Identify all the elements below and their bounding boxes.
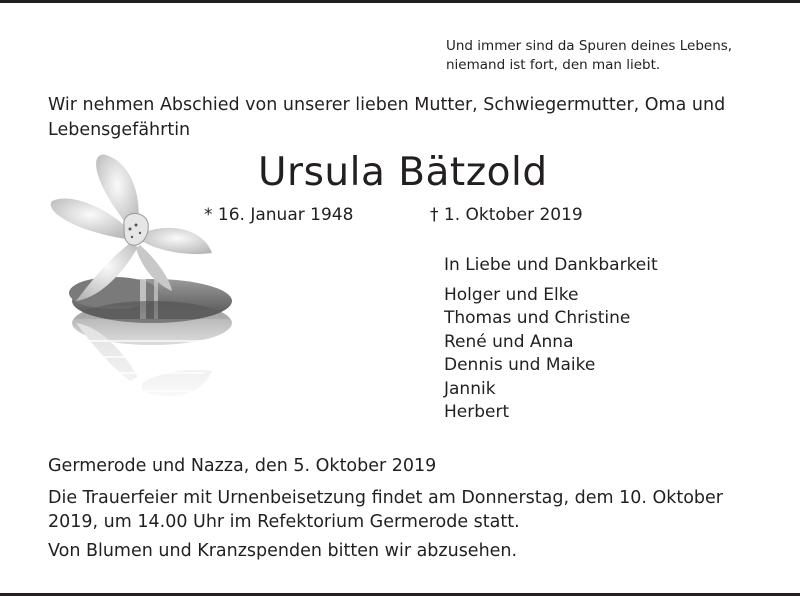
death-date: † 1. Oktober 2019 [430, 205, 583, 225]
memorial-quote [446, 37, 732, 75]
birth-date: * 16. Januar 1948 [204, 205, 354, 225]
mourner-name: Herbert [444, 402, 510, 423]
mourner-name: Jannik [444, 378, 496, 399]
mourner-name: Dennis und Maike [444, 355, 596, 376]
service-info [48, 486, 723, 534]
quote-line-1: Und immer sind da Spuren deines Lebens, [446, 38, 733, 54]
intro-text [48, 93, 725, 143]
intro-line-1: Wir nehmen Abschied von unserer lieben Mutter, Schwiegermutter, Oma und [48, 95, 726, 115]
quote-line-2: niemand ist fort, den man liebt. [446, 57, 661, 73]
flowers-note: Von Blumen und Kranzspenden bitten wir abzusehen. [48, 541, 518, 561]
mourner-name: Holger und Elke [444, 285, 579, 305]
mourners-list [444, 284, 630, 424]
deceased-name: Ursula Bätzold [258, 150, 548, 195]
place-and-date: Germerode und Nazza, den 5. Oktober 2019 [48, 456, 437, 476]
mourner-name: Thomas und Christine [444, 308, 631, 329]
service-line-2: 2019, um 14.00 Uhr im Refektorium Germerode statt. [48, 512, 520, 532]
service-line-1: Die Trauerfeier mit Urnenbeisetzung findet am Donnerstag, dem 10. Oktober [48, 488, 724, 508]
orchid-on-stones-image [44, 151, 234, 421]
mourner-name: René und Anna [444, 331, 574, 352]
mourners-heading: In Liebe und Dankbarkeit [444, 255, 658, 275]
intro-line-2: Lebensgefährtin [48, 120, 191, 140]
